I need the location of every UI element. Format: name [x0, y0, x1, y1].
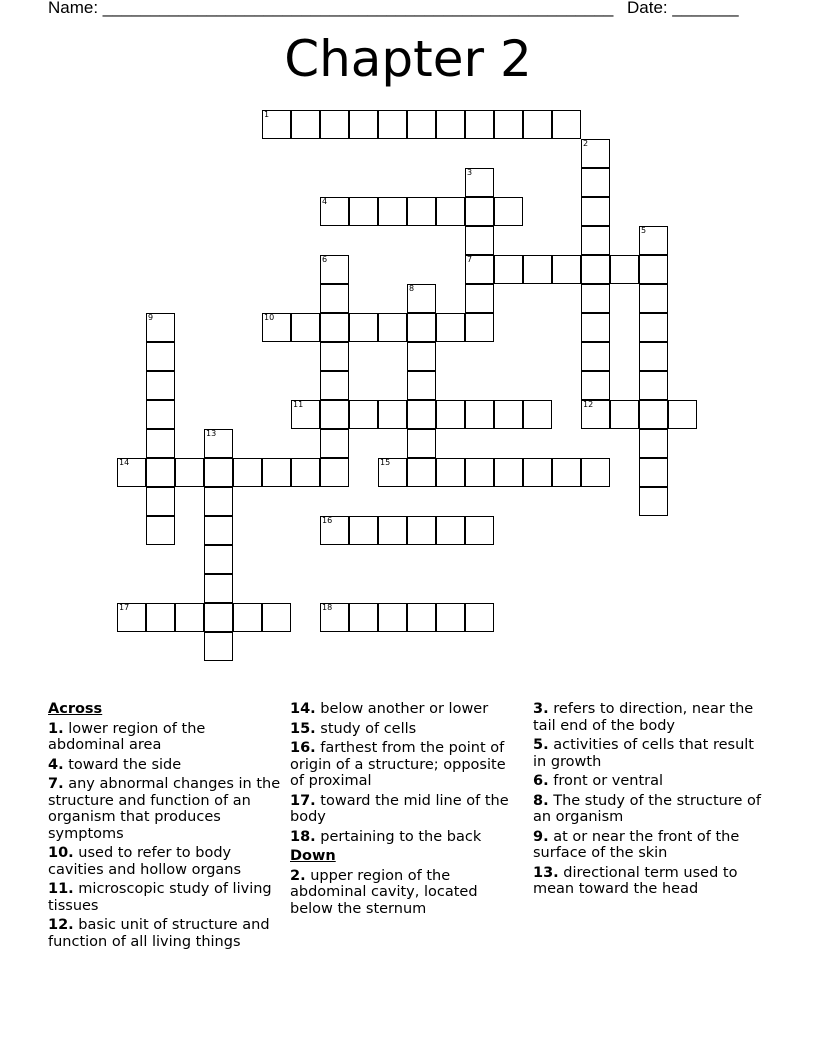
name-field[interactable]: Name: ______________________________________________________: [48, 0, 614, 17]
clue-number: 8.: [533, 792, 549, 809]
grid-cell[interactable]: [552, 255, 581, 284]
grid-cell[interactable]: [320, 371, 349, 400]
clues-column-2: [290, 701, 522, 920]
grid-cell[interactable]: [320, 313, 349, 342]
clue-number: 13.: [533, 864, 559, 881]
grid-cell[interactable]: [320, 197, 349, 226]
grid-cell[interactable]: [407, 400, 436, 429]
clue-number-10: 10: [264, 313, 275, 322]
clue-number: 10.: [48, 845, 74, 861]
grid-cell[interactable]: [378, 458, 407, 487]
grid-cell[interactable]: [204, 603, 233, 632]
grid-cell[interactable]: [378, 197, 407, 226]
grid-cell[interactable]: [581, 342, 610, 371]
grid-cell[interactable]: [407, 603, 436, 632]
grid-cell[interactable]: [581, 255, 610, 284]
clue-number: 2.: [290, 867, 306, 884]
clue-number-15: 15: [380, 458, 391, 467]
clue-number-14: 14: [119, 458, 130, 467]
grid-cell[interactable]: [436, 313, 465, 342]
grid-cell[interactable]: [320, 516, 349, 545]
grid-cell[interactable]: [320, 458, 349, 487]
grid-cell[interactable]: [320, 342, 349, 371]
grid-cell[interactable]: [204, 545, 233, 574]
clue-number-7: 7: [467, 255, 473, 264]
clue-number-17: 17: [119, 603, 130, 612]
grid-cell[interactable]: [349, 313, 378, 342]
clue-text: The study of the structure of an organism: [533, 792, 761, 825]
clue-item: [290, 721, 522, 738]
grid-cell[interactable]: [436, 197, 465, 226]
grid-cell[interactable]: [146, 516, 175, 545]
grid-cell[interactable]: [581, 139, 610, 168]
clue-text: microscopic study of living tissues: [48, 881, 272, 914]
clue-text: pertaining to the back: [315, 828, 482, 845]
clue-text: toward the side: [63, 756, 182, 773]
grid-cell[interactable]: [436, 516, 465, 545]
grid-cell[interactable]: [262, 110, 291, 139]
page-title: Chapter 2: [284, 30, 532, 88]
grid-cell[interactable]: [494, 255, 523, 284]
clue-number: 6.: [533, 773, 549, 789]
grid-cell[interactable]: [407, 284, 436, 313]
clue-number-18: 18: [322, 603, 333, 612]
grid-cell[interactable]: [349, 197, 378, 226]
clue-item: [48, 776, 284, 842]
grid-cell[interactable]: [610, 255, 639, 284]
down-heading: Down: [290, 848, 336, 864]
grid-cell[interactable]: [204, 516, 233, 545]
clue-item: [290, 701, 522, 718]
clue-number: 15.: [290, 720, 316, 737]
grid-cell[interactable]: [552, 458, 581, 487]
clue-item: [48, 917, 284, 950]
grid-cell[interactable]: [146, 487, 175, 516]
grid-cell[interactable]: [378, 603, 407, 632]
grid-cell[interactable]: [494, 458, 523, 487]
grid-cell[interactable]: [320, 255, 349, 284]
grid-cell[interactable]: [407, 342, 436, 371]
date-field[interactable]: Date: _______: [627, 0, 739, 17]
grid-cell[interactable]: [407, 110, 436, 139]
grid-cell[interactable]: [639, 226, 668, 255]
grid-cell[interactable]: [204, 632, 233, 661]
grid-cell[interactable]: [320, 429, 349, 458]
grid-cell[interactable]: [581, 197, 610, 226]
grid-cell[interactable]: [262, 458, 291, 487]
grid-cell[interactable]: [117, 458, 146, 487]
across-heading: Across: [48, 701, 103, 717]
clue-item: [533, 773, 765, 790]
clue-number-1: 1: [264, 110, 270, 119]
clue-item: [290, 829, 522, 846]
grid-cell[interactable]: [523, 400, 552, 429]
grid-cell[interactable]: [639, 371, 668, 400]
clue-text: study of cells: [315, 720, 417, 737]
grid-cell[interactable]: [146, 429, 175, 458]
grid-cell[interactable]: [465, 284, 494, 313]
clue-item: [48, 721, 284, 754]
clue-number: 1.: [48, 720, 64, 737]
clue-text: directional term used to mean toward the head: [533, 864, 738, 897]
clue-number-12: 12: [583, 400, 594, 409]
grid-cell[interactable]: [204, 458, 233, 487]
grid-cell[interactable]: [581, 284, 610, 313]
clue-number: 5.: [533, 737, 549, 753]
grid-cell[interactable]: [407, 197, 436, 226]
clue-text: refers to direction, near the tail end of the body: [533, 701, 754, 734]
clue-number-2: 2: [583, 139, 589, 148]
grid-cell[interactable]: [407, 371, 436, 400]
grid-cell[interactable]: [465, 313, 494, 342]
clue-text: basic unit of structure and function of all living things: [48, 917, 270, 950]
grid-cell[interactable]: [320, 603, 349, 632]
grid-cell[interactable]: [581, 458, 610, 487]
grid-cell[interactable]: [581, 226, 610, 255]
clue-text: front or ventral: [548, 773, 664, 789]
grid-cell[interactable]: [407, 429, 436, 458]
grid-cell[interactable]: [262, 313, 291, 342]
grid-cell[interactable]: [320, 110, 349, 139]
clues-column-3: [533, 701, 765, 901]
grid-cell[interactable]: [291, 110, 320, 139]
grid-cell[interactable]: [146, 400, 175, 429]
grid-cell[interactable]: [494, 400, 523, 429]
clue-item: [290, 740, 522, 790]
clue-number: 12.: [48, 917, 74, 933]
grid-cell[interactable]: [552, 110, 581, 139]
grid-cell[interactable]: [175, 458, 204, 487]
grid-cell[interactable]: [639, 284, 668, 313]
grid-cell[interactable]: [465, 197, 494, 226]
grid-cell[interactable]: [349, 110, 378, 139]
grid-cell[interactable]: [378, 516, 407, 545]
grid-cell[interactable]: [465, 458, 494, 487]
grid-cell[interactable]: [465, 168, 494, 197]
clue-item: [533, 701, 765, 734]
clue-number: 16.: [290, 740, 316, 756]
grid-cell[interactable]: [494, 197, 523, 226]
grid-cell[interactable]: [436, 603, 465, 632]
grid-cell[interactable]: [175, 603, 204, 632]
clue-text: farthest from the point of origin of a structure; opposite of proximal: [290, 740, 506, 789]
grid-cell[interactable]: [146, 342, 175, 371]
clues-column-1: [48, 701, 284, 953]
grid-cell[interactable]: [349, 603, 378, 632]
grid-cell[interactable]: [639, 342, 668, 371]
clue-item: [533, 737, 765, 770]
grid-cell[interactable]: [378, 313, 407, 342]
clue-number: 11.: [48, 881, 74, 897]
grid-cell[interactable]: [465, 110, 494, 139]
grid-cell[interactable]: [523, 255, 552, 284]
grid-cell[interactable]: [465, 226, 494, 255]
grid-cell[interactable]: [291, 313, 320, 342]
grid-cell[interactable]: [465, 516, 494, 545]
grid-cell[interactable]: [146, 458, 175, 487]
clue-number-13: 13: [206, 429, 217, 438]
grid-cell[interactable]: [262, 603, 291, 632]
grid-cell[interactable]: [639, 255, 668, 284]
clue-number-9: 9: [148, 313, 154, 322]
grid-cell[interactable]: [639, 429, 668, 458]
clue-item: [533, 865, 765, 898]
clue-number-11: 11: [293, 400, 304, 409]
clue-number: 17.: [290, 792, 316, 809]
clue-number: 18.: [290, 828, 316, 845]
grid-cell[interactable]: [639, 487, 668, 516]
grid-cell[interactable]: [204, 574, 233, 603]
clue-text: activities of cells that result in growth: [533, 737, 754, 770]
grid-cell[interactable]: [436, 400, 465, 429]
grid-cell[interactable]: [639, 458, 668, 487]
clue-number: 4.: [48, 756, 64, 773]
clue-text: lower region of the abdominal area: [48, 720, 206, 753]
grid-cell[interactable]: [668, 400, 697, 429]
grid-cell[interactable]: [581, 313, 610, 342]
clue-number-3: 3: [467, 168, 473, 177]
grid-cell[interactable]: [581, 400, 610, 429]
clue-item: [290, 868, 522, 918]
grid-cell[interactable]: [610, 400, 639, 429]
clue-number: 9.: [533, 828, 549, 845]
clue-text: any abnormal changes in the structure and function of an organism that produces symptoms: [48, 776, 281, 842]
clue-item: [533, 829, 765, 862]
grid-cell[interactable]: [378, 400, 407, 429]
clue-text: at or near the front of the surface of the skin: [533, 828, 740, 861]
grid-cell[interactable]: [494, 110, 523, 139]
grid-cell[interactable]: [465, 255, 494, 284]
grid-cell[interactable]: [291, 458, 320, 487]
grid-cell[interactable]: [407, 516, 436, 545]
clue-text: below another or lower: [315, 701, 489, 717]
grid-cell[interactable]: [639, 313, 668, 342]
grid-cell[interactable]: [436, 458, 465, 487]
grid-cell[interactable]: [146, 371, 175, 400]
clue-number-16: 16: [322, 516, 333, 525]
clue-number: 14.: [290, 701, 316, 717]
clue-item: [48, 845, 284, 878]
grid-cell[interactable]: [378, 110, 407, 139]
grid-cell[interactable]: [233, 603, 262, 632]
grid-cell[interactable]: [581, 371, 610, 400]
clue-number-6: 6: [322, 255, 328, 264]
grid-cell[interactable]: [436, 110, 465, 139]
grid-cell[interactable]: [349, 516, 378, 545]
clue-text: toward the mid line of the body: [290, 792, 509, 825]
clue-text: used to refer to body cavities and hollow organs: [48, 845, 242, 878]
grid-cell[interactable]: [465, 603, 494, 632]
grid-cell[interactable]: [349, 400, 378, 429]
grid-cell[interactable]: [465, 400, 494, 429]
grid-cell[interactable]: [581, 168, 610, 197]
grid-cell[interactable]: [523, 110, 552, 139]
clue-number-4: 4: [322, 197, 328, 206]
grid-cell[interactable]: [146, 603, 175, 632]
grid-cell[interactable]: [320, 284, 349, 313]
clue-number-8: 8: [409, 284, 415, 293]
grid-cell[interactable]: [523, 458, 552, 487]
clue-item: [533, 793, 765, 826]
grid-cell[interactable]: [407, 458, 436, 487]
clue-number: 3.: [533, 701, 549, 717]
grid-cell[interactable]: [320, 400, 349, 429]
clue-item: [48, 881, 284, 914]
grid-cell[interactable]: [204, 487, 233, 516]
grid-cell[interactable]: [233, 458, 262, 487]
grid-cell[interactable]: [407, 313, 436, 342]
grid-cell[interactable]: [117, 603, 146, 632]
clue-number-5: 5: [641, 226, 647, 235]
clue-item: [48, 757, 284, 774]
grid-cell[interactable]: [291, 400, 320, 429]
clue-text: upper region of the abdominal cavity, located below the sternum: [290, 867, 478, 917]
clue-number: 7.: [48, 776, 64, 792]
grid-cell[interactable]: [204, 429, 233, 458]
grid-cell[interactable]: [146, 313, 175, 342]
grid-cell[interactable]: [639, 400, 668, 429]
clue-item: [290, 793, 522, 826]
